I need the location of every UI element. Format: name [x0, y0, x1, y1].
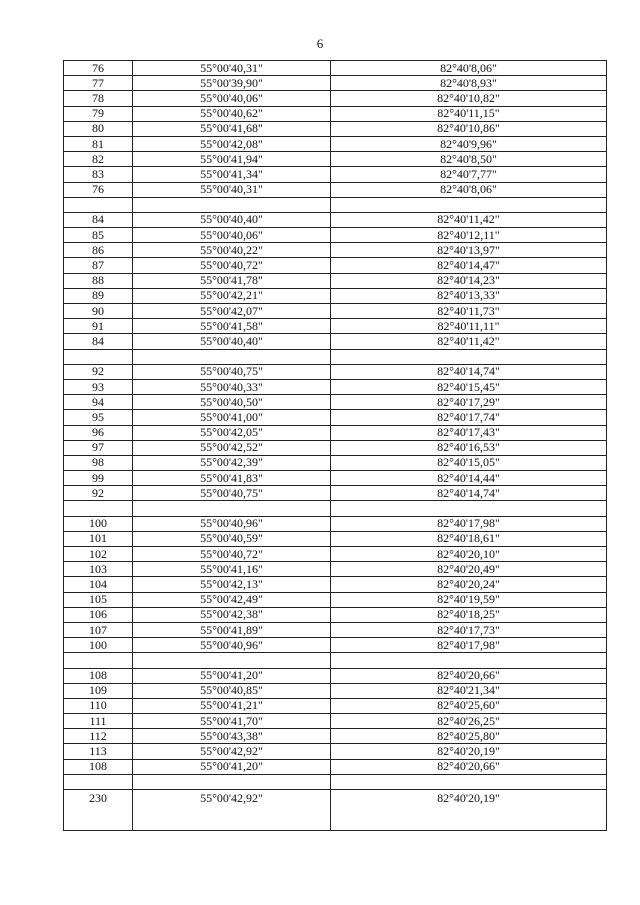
table-row [64, 288, 607, 303]
point-number-cell: 81 [64, 136, 133, 151]
point-number-cell: 92 [64, 486, 133, 501]
latitude-cell: 55°00'41,94" [133, 152, 331, 167]
longitude-cell: 82°40'10,82" [331, 91, 607, 106]
table-row [64, 668, 607, 683]
longitude-cell: 82°40'17,74" [331, 410, 607, 425]
longitude-cell: 82°40'8,50" [331, 152, 607, 167]
latitude-cell [133, 653, 331, 668]
longitude-cell [331, 197, 607, 212]
point-number-cell: 89 [64, 288, 133, 303]
longitude-cell: 82°40'17,43" [331, 425, 607, 440]
latitude-cell: 55°00'41,20" [133, 668, 331, 683]
latitude-cell: 55°00'41,89" [133, 622, 331, 637]
table-row [64, 167, 607, 182]
longitude-cell: 82°40'17,98" [331, 638, 607, 653]
longitude-cell: 82°40'14,74" [331, 364, 607, 379]
point-number-cell [64, 501, 133, 516]
longitude-cell: 82°40'25,80" [331, 729, 607, 744]
table-row [64, 759, 607, 774]
table-row [64, 516, 607, 531]
longitude-cell: 82°40'17,98" [331, 516, 607, 531]
table-row [64, 531, 607, 546]
latitude-cell: 55°00'40,85" [133, 683, 331, 698]
latitude-cell: 55°00'40,31" [133, 61, 331, 76]
longitude-cell: 82°40'12,11" [331, 228, 607, 243]
longitude-cell: 82°40'15,05" [331, 455, 607, 470]
latitude-cell: 55°00'40,50" [133, 395, 331, 410]
latitude-cell: 55°00'40,06" [133, 228, 331, 243]
latitude-cell: 55°00'39,90" [133, 76, 331, 91]
table-row [64, 622, 607, 637]
latitude-cell: 55°00'40,22" [133, 243, 331, 258]
table-row [64, 121, 607, 136]
latitude-cell: 55°00'43,38" [133, 729, 331, 744]
latitude-cell: 55°00'40,72" [133, 258, 331, 273]
latitude-cell: 55°00'41,68" [133, 121, 331, 136]
latitude-cell: 55°00'41,16" [133, 562, 331, 577]
latitude-cell [133, 197, 331, 212]
longitude-cell: 82°40'21,34" [331, 683, 607, 698]
point-number-cell: 88 [64, 273, 133, 288]
longitude-cell: 82°40'15,45" [331, 379, 607, 394]
point-number-cell: 85 [64, 228, 133, 243]
latitude-cell: 55°00'42,92" [133, 744, 331, 759]
point-number-cell: 230 [64, 790, 133, 831]
longitude-cell: 82°40'20,19" [331, 744, 607, 759]
point-number-cell: 109 [64, 683, 133, 698]
latitude-cell: 55°00'40,75" [133, 364, 331, 379]
point-number-cell: 102 [64, 547, 133, 562]
point-number-cell: 108 [64, 668, 133, 683]
table-row [64, 243, 607, 258]
longitude-cell: 82°40'20,49" [331, 562, 607, 577]
longitude-cell: 82°40'11,42" [331, 334, 607, 349]
longitude-cell: 82°40'20,66" [331, 668, 607, 683]
table-row [64, 273, 607, 288]
point-number-cell: 106 [64, 607, 133, 622]
table-row [64, 228, 607, 243]
point-number-cell: 87 [64, 258, 133, 273]
longitude-cell: 82°40'17,73" [331, 622, 607, 637]
latitude-cell: 55°00'41,83" [133, 471, 331, 486]
table-row [64, 91, 607, 106]
point-number-cell: 101 [64, 531, 133, 546]
table-row [64, 547, 607, 562]
table-row [64, 197, 607, 212]
point-number-cell: 90 [64, 304, 133, 319]
table-row [64, 698, 607, 713]
longitude-cell: 82°40'11,11" [331, 319, 607, 334]
latitude-cell: 55°00'41,20" [133, 759, 331, 774]
table-row [64, 501, 607, 516]
table-row [64, 395, 607, 410]
point-number-cell: 84 [64, 212, 133, 227]
latitude-cell: 55°00'40,33" [133, 379, 331, 394]
latitude-cell: 55°00'40,72" [133, 547, 331, 562]
point-number-cell: 112 [64, 729, 133, 744]
point-number-cell [64, 349, 133, 364]
latitude-cell: 55°00'40,31" [133, 182, 331, 197]
longitude-cell: 82°40'11,73" [331, 304, 607, 319]
latitude-cell: 55°00'42,92" [133, 790, 331, 831]
longitude-cell [331, 349, 607, 364]
table-row [64, 425, 607, 440]
point-number-cell [64, 197, 133, 212]
table-row [64, 592, 607, 607]
point-number-cell: 78 [64, 91, 133, 106]
longitude-cell: 82°40'18,61" [331, 531, 607, 546]
table-row [64, 790, 607, 831]
longitude-cell [331, 501, 607, 516]
point-number-cell: 79 [64, 106, 133, 121]
point-number-cell: 93 [64, 379, 133, 394]
table-row [64, 258, 607, 273]
point-number-cell: 94 [64, 395, 133, 410]
latitude-cell: 55°00'40,40" [133, 334, 331, 349]
latitude-cell: 55°00'40,40" [133, 212, 331, 227]
table-row [64, 638, 607, 653]
longitude-cell: 82°40'14,74" [331, 486, 607, 501]
latitude-cell: 55°00'42,52" [133, 440, 331, 455]
latitude-cell: 55°00'41,21" [133, 698, 331, 713]
point-number-cell [64, 774, 133, 789]
longitude-cell [331, 774, 607, 789]
table-row [64, 61, 607, 76]
point-number-cell: 83 [64, 167, 133, 182]
latitude-cell: 55°00'42,21" [133, 288, 331, 303]
latitude-cell: 55°00'40,06" [133, 91, 331, 106]
point-number-cell: 113 [64, 744, 133, 759]
table-row [64, 349, 607, 364]
longitude-cell: 82°40'20,19" [331, 790, 607, 831]
latitude-cell: 55°00'41,70" [133, 714, 331, 729]
longitude-cell: 82°40'20,66" [331, 759, 607, 774]
longitude-cell: 82°40'9,96" [331, 136, 607, 151]
latitude-cell: 55°00'40,75" [133, 486, 331, 501]
latitude-cell [133, 349, 331, 364]
point-number-cell: 80 [64, 121, 133, 136]
longitude-cell: 82°40'20,10" [331, 547, 607, 562]
point-number-cell: 99 [64, 471, 133, 486]
longitude-cell: 82°40'11,15" [331, 106, 607, 121]
longitude-cell: 82°40'11,42" [331, 212, 607, 227]
table-row [64, 774, 607, 789]
point-number-cell: 91 [64, 319, 133, 334]
table-row [64, 152, 607, 167]
point-number-cell: 82 [64, 152, 133, 167]
longitude-cell: 82°40'10,86" [331, 121, 607, 136]
table-row [64, 744, 607, 759]
coordinates-table-body [64, 61, 607, 831]
table-row [64, 455, 607, 470]
longitude-cell: 82°40'16,53" [331, 440, 607, 455]
point-number-cell: 103 [64, 562, 133, 577]
latitude-cell [133, 501, 331, 516]
point-number-cell [64, 653, 133, 668]
longitude-cell: 82°40'25,60" [331, 698, 607, 713]
table-row [64, 471, 607, 486]
latitude-cell [133, 774, 331, 789]
latitude-cell: 55°00'41,34" [133, 167, 331, 182]
table-row [64, 577, 607, 592]
point-number-cell: 84 [64, 334, 133, 349]
longitude-cell: 82°40'8,06" [331, 61, 607, 76]
point-number-cell: 96 [64, 425, 133, 440]
point-number-cell: 105 [64, 592, 133, 607]
longitude-cell: 82°40'7,77" [331, 167, 607, 182]
point-number-cell: 110 [64, 698, 133, 713]
longitude-cell: 82°40'19,59" [331, 592, 607, 607]
point-number-cell: 98 [64, 455, 133, 470]
point-number-cell: 111 [64, 714, 133, 729]
longitude-cell: 82°40'8,06" [331, 182, 607, 197]
latitude-cell: 55°00'42,13" [133, 577, 331, 592]
table-row [64, 334, 607, 349]
coordinates-table [63, 60, 607, 831]
table-row [64, 319, 607, 334]
longitude-cell: 82°40'14,44" [331, 471, 607, 486]
table-row [64, 182, 607, 197]
table-row [64, 714, 607, 729]
latitude-cell: 55°00'40,62" [133, 106, 331, 121]
table-row [64, 486, 607, 501]
longitude-cell: 82°40'14,23" [331, 273, 607, 288]
latitude-cell: 55°00'42,08" [133, 136, 331, 151]
point-number-cell: 76 [64, 61, 133, 76]
latitude-cell: 55°00'40,96" [133, 516, 331, 531]
point-number-cell: 97 [64, 440, 133, 455]
latitude-cell: 55°00'41,58" [133, 319, 331, 334]
table-row [64, 410, 607, 425]
table-row [64, 607, 607, 622]
point-number-cell: 100 [64, 516, 133, 531]
longitude-cell: 82°40'20,24" [331, 577, 607, 592]
table-row [64, 364, 607, 379]
longitude-cell: 82°40'13,97" [331, 243, 607, 258]
table-row [64, 440, 607, 455]
table-row [64, 653, 607, 668]
table-row [64, 729, 607, 744]
point-number-cell: 104 [64, 577, 133, 592]
latitude-cell: 55°00'40,96" [133, 638, 331, 653]
point-number-cell: 95 [64, 410, 133, 425]
table-row [64, 106, 607, 121]
point-number-cell: 100 [64, 638, 133, 653]
table-row [64, 212, 607, 227]
longitude-cell: 82°40'26,25" [331, 714, 607, 729]
point-number-cell: 76 [64, 182, 133, 197]
table-row [64, 379, 607, 394]
longitude-cell: 82°40'18,25" [331, 607, 607, 622]
longitude-cell: 82°40'8,93" [331, 76, 607, 91]
latitude-cell: 55°00'42,39" [133, 455, 331, 470]
longitude-cell [331, 653, 607, 668]
table-row [64, 136, 607, 151]
page-number: 6 [316, 36, 324, 51]
latitude-cell: 55°00'42,38" [133, 607, 331, 622]
point-number-cell: 108 [64, 759, 133, 774]
longitude-cell: 82°40'14,47" [331, 258, 607, 273]
latitude-cell: 55°00'42,05" [133, 425, 331, 440]
latitude-cell: 55°00'40,59" [133, 531, 331, 546]
latitude-cell: 55°00'42,49" [133, 592, 331, 607]
point-number-cell: 86 [64, 243, 133, 258]
longitude-cell: 82°40'17,29" [331, 395, 607, 410]
latitude-cell: 55°00'42,07" [133, 304, 331, 319]
longitude-cell: 82°40'13,33" [331, 288, 607, 303]
point-number-cell: 107 [64, 622, 133, 637]
point-number-cell: 77 [64, 76, 133, 91]
table-row [64, 683, 607, 698]
latitude-cell: 55°00'41,78" [133, 273, 331, 288]
table-row [64, 304, 607, 319]
table-row [64, 76, 607, 91]
latitude-cell: 55°00'41,00" [133, 410, 331, 425]
table-row [64, 562, 607, 577]
point-number-cell: 92 [64, 364, 133, 379]
